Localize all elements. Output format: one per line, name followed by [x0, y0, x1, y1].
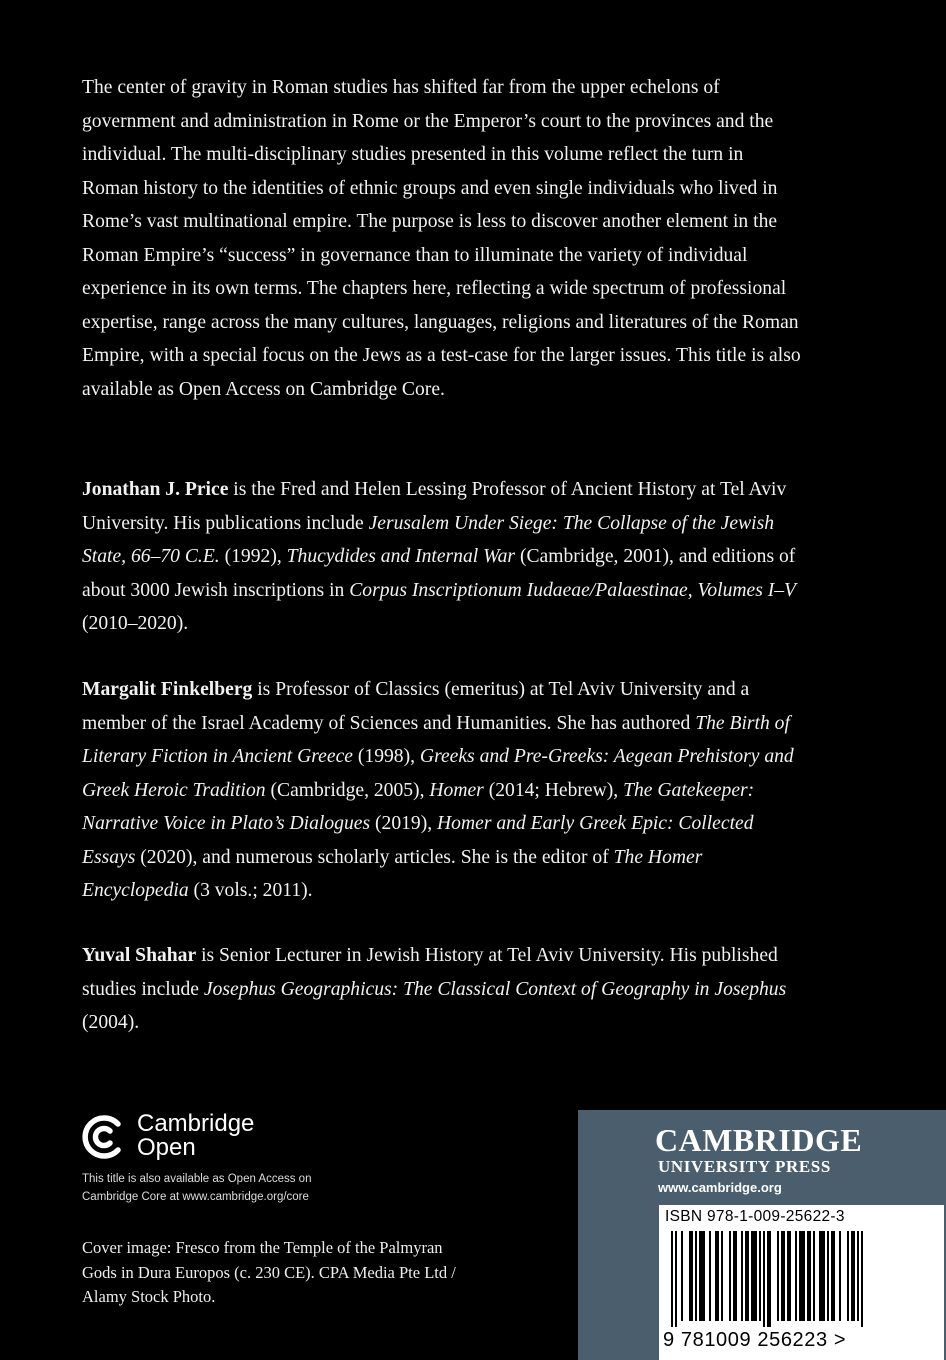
- bio-text: is Senior Lecturer in Jewish History at Tel Aviv University. His published studies include: [82, 945, 778, 1000]
- open-access-note: [82, 1170, 382, 1206]
- isbn-label: ISBN 978-1-009-25622-3: [665, 1208, 845, 1225]
- barcode-bar: [729, 1231, 731, 1321]
- author-name: Margalit Finkelberg: [82, 679, 253, 700]
- barcode-bar: [721, 1231, 723, 1321]
- isbn-barcode: [659, 1205, 944, 1360]
- work-title: Corpus Inscriptionum Iudaeae/Palaestinae, Volumes I–V: [349, 579, 797, 601]
- barcode-bar: [675, 1231, 677, 1327]
- barcode-bar: [861, 1231, 863, 1327]
- work-title: The Birth of Literary Fiction in Ancient Greece: [82, 712, 790, 767]
- work-title: Homer and Early Greek Epic: Collected Essays: [82, 813, 754, 868]
- credit-line: Cover image: Fresco from the Temple of the Palmyran: [82, 1238, 443, 1257]
- note-line: Cambridge Core at www.cambridge.org/core: [82, 1191, 309, 1203]
- author-bio-finkelberg: [82, 673, 802, 908]
- barcode-bar: [751, 1231, 757, 1321]
- barcode-bar: [767, 1231, 771, 1327]
- barcode-bar: [857, 1231, 859, 1321]
- barcode-bar: [671, 1231, 673, 1327]
- barcode-bar: [787, 1231, 791, 1321]
- barcode-bar: [847, 1231, 849, 1321]
- credit-line: Gods in Dura Europos (c. 230 CE). CPA Media Pte Ltd /: [82, 1262, 456, 1282]
- bio-text: is the Fred and Helen Lessing Professor of Ancient History at Tel Aviv University. His publications include: [82, 479, 787, 534]
- cambridge-open-icon: [80, 1114, 126, 1160]
- bio-text: (2019),: [370, 813, 438, 834]
- work-title: The Gatekeeper: Narrative Voice in Plato’s Dialogues: [82, 779, 755, 834]
- author-name: Jonathan J. Price: [82, 479, 229, 500]
- barcode-bar: [819, 1231, 825, 1321]
- barcode-bar: [851, 1231, 855, 1321]
- barcode-bar: [763, 1231, 765, 1327]
- barcode-bar: [759, 1231, 761, 1321]
- bio-text: (2010–2020).: [82, 613, 189, 634]
- bio-text: (2004).: [82, 1012, 140, 1033]
- work-title: Greeks and Pre-Greeks: Aegean Prehistory and Greek Heroic Tradition: [82, 746, 794, 801]
- barcode-digits: 9 781009 256223 >: [663, 1329, 847, 1351]
- author-bio-shahar: [82, 939, 802, 1040]
- blurb-text: The center of gravity in Roman studies has shifted far from the upper echelons of government and administration in Rome or the Emperor’s court to the provinces and the individual. The multi-disciplinary studies presented in this volume reflect the turn in Roman history to the identities of ethnic groups and even single individuals who lived in Rome’s vast multinational empire. The purpose is less to discover another element in the Roman Empire’s “success” in governance than to illuminate the variety of individual experience in its own terms. The chapters here, reflecting a wide spectrum of professional expertise, range across the many cultures, languages, religions and literatures of the Roman Empire, with a special focus on the Jews as a test-case for the larger issues. This title is also available as Open Access on Cambridge Core.: [82, 77, 801, 400]
- barcode-bar: [689, 1231, 693, 1321]
- publisher-name: CAMBRIDGE: [655, 1122, 863, 1158]
- barcode-bar: [709, 1231, 711, 1321]
- author-name: Yuval Shahar: [82, 945, 197, 966]
- bio-text: is Professor of Classics (emeritus) at Tel Aviv University and a member of the Israel Academy of Sciences and Humanities. She has authored: [82, 679, 750, 734]
- work-title: The Homer Encyclopedia: [82, 846, 703, 901]
- work-title: Jerusalem Under Siege: The Collapse of the Jewish State, 66–70 C.E.: [82, 512, 775, 567]
- publisher-press: UNIVERSITY PRESS: [658, 1157, 831, 1176]
- barcode-bar: [839, 1231, 841, 1321]
- barcode-bar: [699, 1231, 705, 1321]
- barcode-bar: [781, 1231, 785, 1321]
- barcode-bar: [745, 1231, 749, 1321]
- bio-text: (Cambridge, 2005),: [265, 779, 430, 801]
- blurb-paragraph: [82, 71, 802, 406]
- credit-line: Alamy Stock Photo.: [82, 1287, 216, 1306]
- barcode-bar: [807, 1231, 811, 1321]
- barcode-bar: [795, 1231, 797, 1321]
- publisher-url: www.cambridge.org: [658, 1180, 782, 1195]
- bio-text: (3 vols.; 2011).: [188, 880, 313, 901]
- barcode-bar: [827, 1231, 829, 1321]
- work-title: Homer: [429, 779, 484, 801]
- barcode-bar: [799, 1231, 805, 1321]
- cambridge-open-wordmark: [137, 1112, 254, 1160]
- barcode-bar: [681, 1231, 683, 1321]
- barcode-icon: [671, 1231, 933, 1327]
- barcode-bar: [715, 1231, 719, 1321]
- barcode-bar: [813, 1231, 815, 1321]
- bio-text: (2020), and numerous scholarly articles. She is the editor of: [135, 846, 614, 868]
- cambridge-open-logo: [80, 1112, 380, 1162]
- barcode-bar: [733, 1231, 737, 1321]
- bio-text: (Cambridge, 2001), and editions of about 3000 Jewish inscriptions in: [82, 546, 796, 601]
- wordmark-line: Cambridge: [137, 1110, 255, 1137]
- barcode-bar: [777, 1231, 779, 1321]
- barcode-bar: [695, 1231, 697, 1321]
- work-title: Josephus Geographicus: The Classical Context of Geography in Josephus: [203, 978, 787, 1000]
- bio-text: (1992),: [219, 546, 287, 567]
- barcode-bar: [741, 1231, 743, 1321]
- note-line: This title is also available as Open Access on: [82, 1173, 312, 1185]
- barcode-bar: [831, 1231, 835, 1321]
- publisher-panel: [578, 1110, 946, 1360]
- work-title: Thucydides and Internal War: [286, 546, 516, 567]
- bio-text: (2014; Hebrew),: [483, 779, 624, 801]
- author-bio-price: [82, 473, 802, 641]
- cover-image-credit: [82, 1236, 502, 1310]
- bio-text: (1998),: [352, 746, 420, 767]
- wordmark-line: Open: [137, 1134, 196, 1161]
